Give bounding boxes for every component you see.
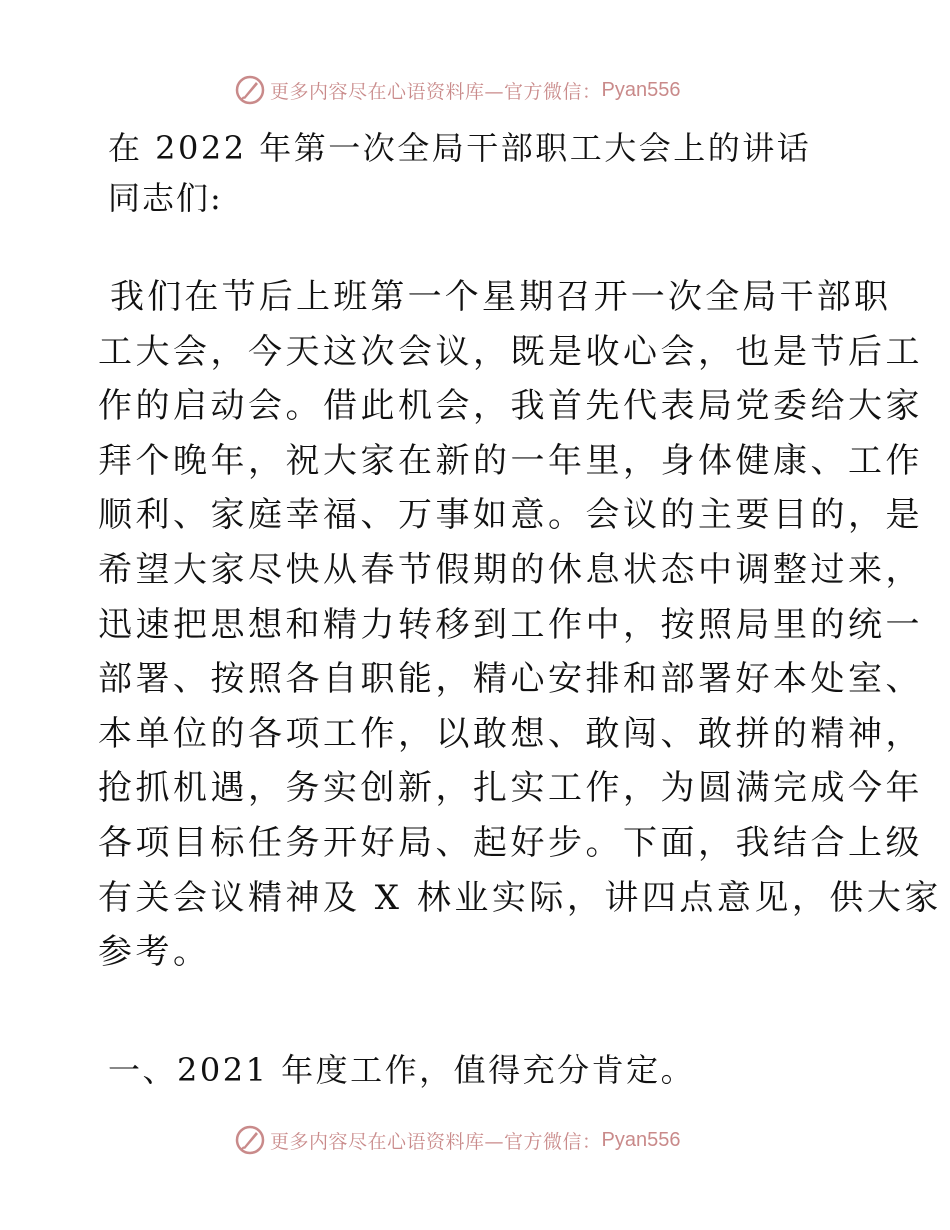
document-title: 在 2022 年第一次全局干部职工大会上的讲话 bbox=[108, 129, 812, 167]
paragraph-line: 我们在节后上班第一个星期召开一次全局干部职 bbox=[110, 277, 892, 317]
quill-logo-icon bbox=[234, 74, 266, 106]
watermark-header bbox=[234, 72, 680, 108]
paragraph-line: 部署、按照各自职能，精心安排和部署好本处室、 bbox=[98, 659, 923, 700]
watermark-text: 更多内容尽在心语资料库—官方微信： bbox=[270, 1130, 602, 1153]
paragraph-line: 拜个晚年，祝大家在新的一年里，身体健康、工作 bbox=[98, 440, 923, 481]
body-paragraph bbox=[98, 270, 942, 980]
paragraph-line: 迅速把思想和精力转移到工作中，按照局里的统一 bbox=[98, 604, 923, 645]
watermark-text: 更多内容尽在心语资料库—官方微信： bbox=[270, 80, 602, 103]
watermark-wechat-id: Pyan556 bbox=[601, 1128, 681, 1151]
paragraph-line: 抢抓机遇，务实创新，扎实工作，为圆满完成今年 bbox=[98, 768, 923, 809]
paragraph-line: 工大会，今天这次会议，既是收心会，也是节后工 bbox=[98, 331, 923, 372]
paragraph-line: 各项目标任务开好局、起好步。下面，我结合上级 bbox=[98, 822, 923, 863]
salutation: 同志们: bbox=[108, 179, 223, 217]
paragraph-line: 参考。 bbox=[98, 932, 211, 973]
paragraph-line: 有关会议精神及 X 林业实际，讲四点意见，供大家 bbox=[98, 877, 942, 918]
paragraph-line: 本单位的各项工作，以敢想、敢闯、敢拼的精神， bbox=[98, 713, 923, 754]
paragraph-line: 作的启动会。借此机会，我首先代表局党委给大家 bbox=[98, 386, 923, 427]
paragraph-line: 顺利、家庭幸福、万事如意。会议的主要目的，是 bbox=[98, 495, 923, 536]
paragraph-line: 希望大家尽快从春节假期的休息状态中调整过来， bbox=[98, 549, 923, 590]
section-heading: 一、2021 年度工作，值得充分肯定。 bbox=[108, 1051, 696, 1089]
quill-logo-icon bbox=[234, 1124, 266, 1156]
watermark-wechat-id: Pyan556 bbox=[601, 78, 681, 101]
watermark-footer bbox=[234, 1122, 680, 1158]
